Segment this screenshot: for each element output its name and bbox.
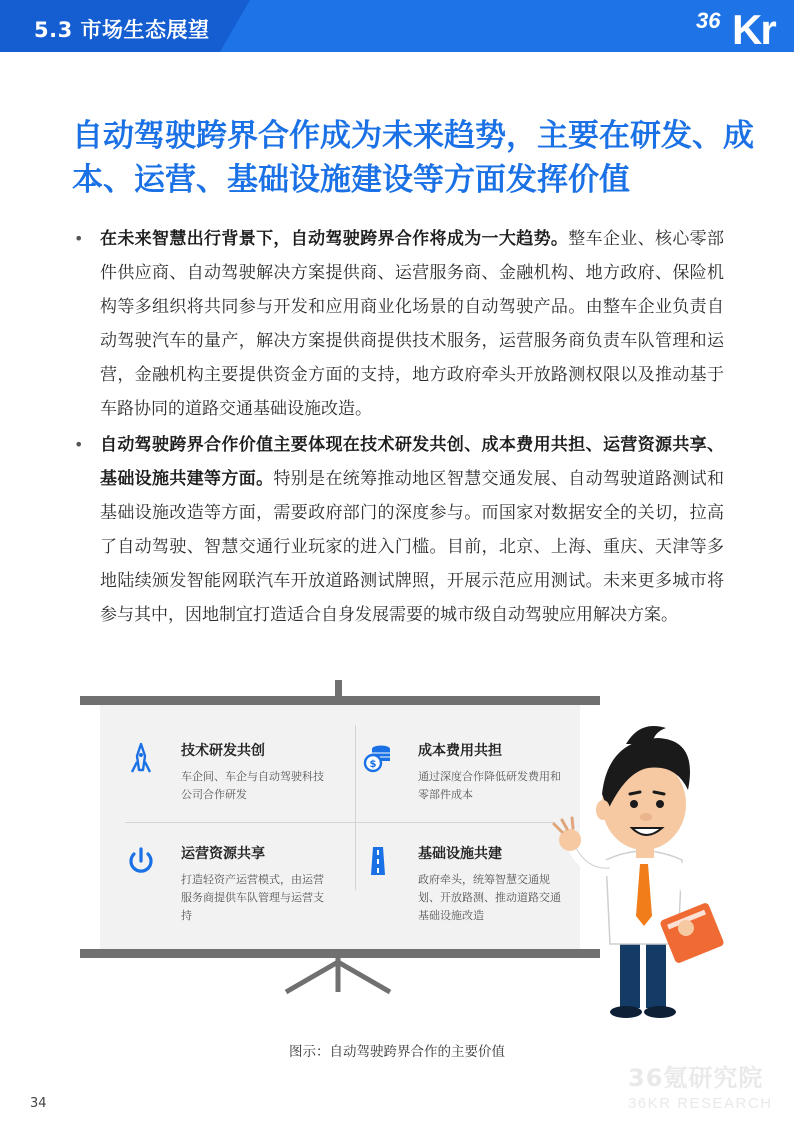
cell-title: 运营资源共享	[181, 846, 265, 862]
power-icon	[125, 845, 157, 877]
bullet-bold-lead: 在未来智慧出行背景下，自动驾驶跨界合作将成为一大趋势。	[100, 229, 569, 249]
bullet-dot-icon: •	[74, 435, 84, 454]
bullet-bold-lead: 自动驾驶跨界合作价值主要体现在技术研发共创、成本费用共担、运营资源共享、基础设施共建等方面。	[100, 435, 724, 489]
bullet-item	[72, 222, 724, 426]
board-stand-legs	[80, 958, 600, 1008]
board-divider-horizontal	[125, 822, 555, 823]
36kr-logo	[696, 2, 794, 52]
bullet-item	[72, 428, 724, 632]
cell-description: 打造轻资产运营模式，由运营服务商提供车队管理与运营支持	[181, 873, 324, 922]
businessman-illustration	[548, 720, 748, 1020]
board-bottom-bar	[80, 949, 600, 958]
cell-description: 通过深度合作降低研发费用和零部件成本	[418, 770, 561, 801]
svg-text:$: $	[369, 759, 377, 770]
coins-icon	[362, 742, 394, 774]
header-bar	[0, 0, 794, 52]
board-panel	[100, 705, 580, 949]
bullet-dot-icon: •	[74, 229, 84, 248]
road-icon	[362, 845, 394, 877]
cell-title: 基础设施共建	[418, 846, 502, 862]
logo-letters: Kr	[732, 6, 775, 53]
research-watermark	[628, 1058, 773, 1112]
cell-title: 技术研发共创	[181, 743, 265, 759]
watermark-cn: 36氪研究院	[628, 1064, 764, 1092]
bullet-list	[72, 222, 724, 632]
rocket-icon	[125, 742, 157, 774]
cell-description: 车企间、车企与自动驾驶科技公司合作研发	[181, 770, 324, 801]
watermark-en: 36KR RESEARCH	[628, 1095, 773, 1112]
bullet-body: 特别是在统筹推动地区智慧交通发展、自动驾驶道路测试和基础设施改造等方面，需要政府部门的深度参与。而国家对数据安全的关切，拉高了自动驾驶、智慧交通行业玩家的进入门槛。目前，北京、上海、重庆、天津等多地陆续颁发智能网联汽车开放道路测试牌照，开展示范应用测试。未来更多城市将参与其中，因地制宜打造适合自身发展需要的城市级自动驾驶应用解决方案。	[100, 469, 725, 625]
logo-number: 36	[696, 8, 721, 33]
board-divider-vertical	[355, 725, 356, 890]
presentation-board	[80, 680, 600, 1010]
cell-title: 成本费用共担	[418, 743, 502, 759]
page-number: 34	[30, 1096, 47, 1111]
board-top-bar	[80, 696, 600, 705]
figure-caption: 图示：自动驾驶跨界合作的主要价值	[289, 1044, 505, 1060]
section-title: 5.3 市场生态展望	[34, 18, 210, 42]
page-headline: 自动驾驶跨界合作成为未来趋势，主要在研发、成本、运营、基础设施建设等方面发挥价值	[72, 118, 754, 198]
cell-description: 政府牵头，统筹智慧交通规划、开放路测、推动道路交通基础设施改造	[418, 873, 561, 922]
board-top-pole	[335, 680, 342, 696]
bullet-body: 整车企业、核心零部件供应商、自动驾驶解决方案提供商、运营服务商、金融机构、地方政府、保险机构等多组织将共同参与开发和应用商业化场景的自动驾驶产品。由整车企业负责自动驾驶汽车的量产，解决方案提供商提供技术服务，运营服务商负责车队管理和运营，金融机构主要提供资金方面的支持，地方政府牵头开放路测权限以及推动基于车路协同的道路交通基础设施改造。	[100, 229, 725, 419]
